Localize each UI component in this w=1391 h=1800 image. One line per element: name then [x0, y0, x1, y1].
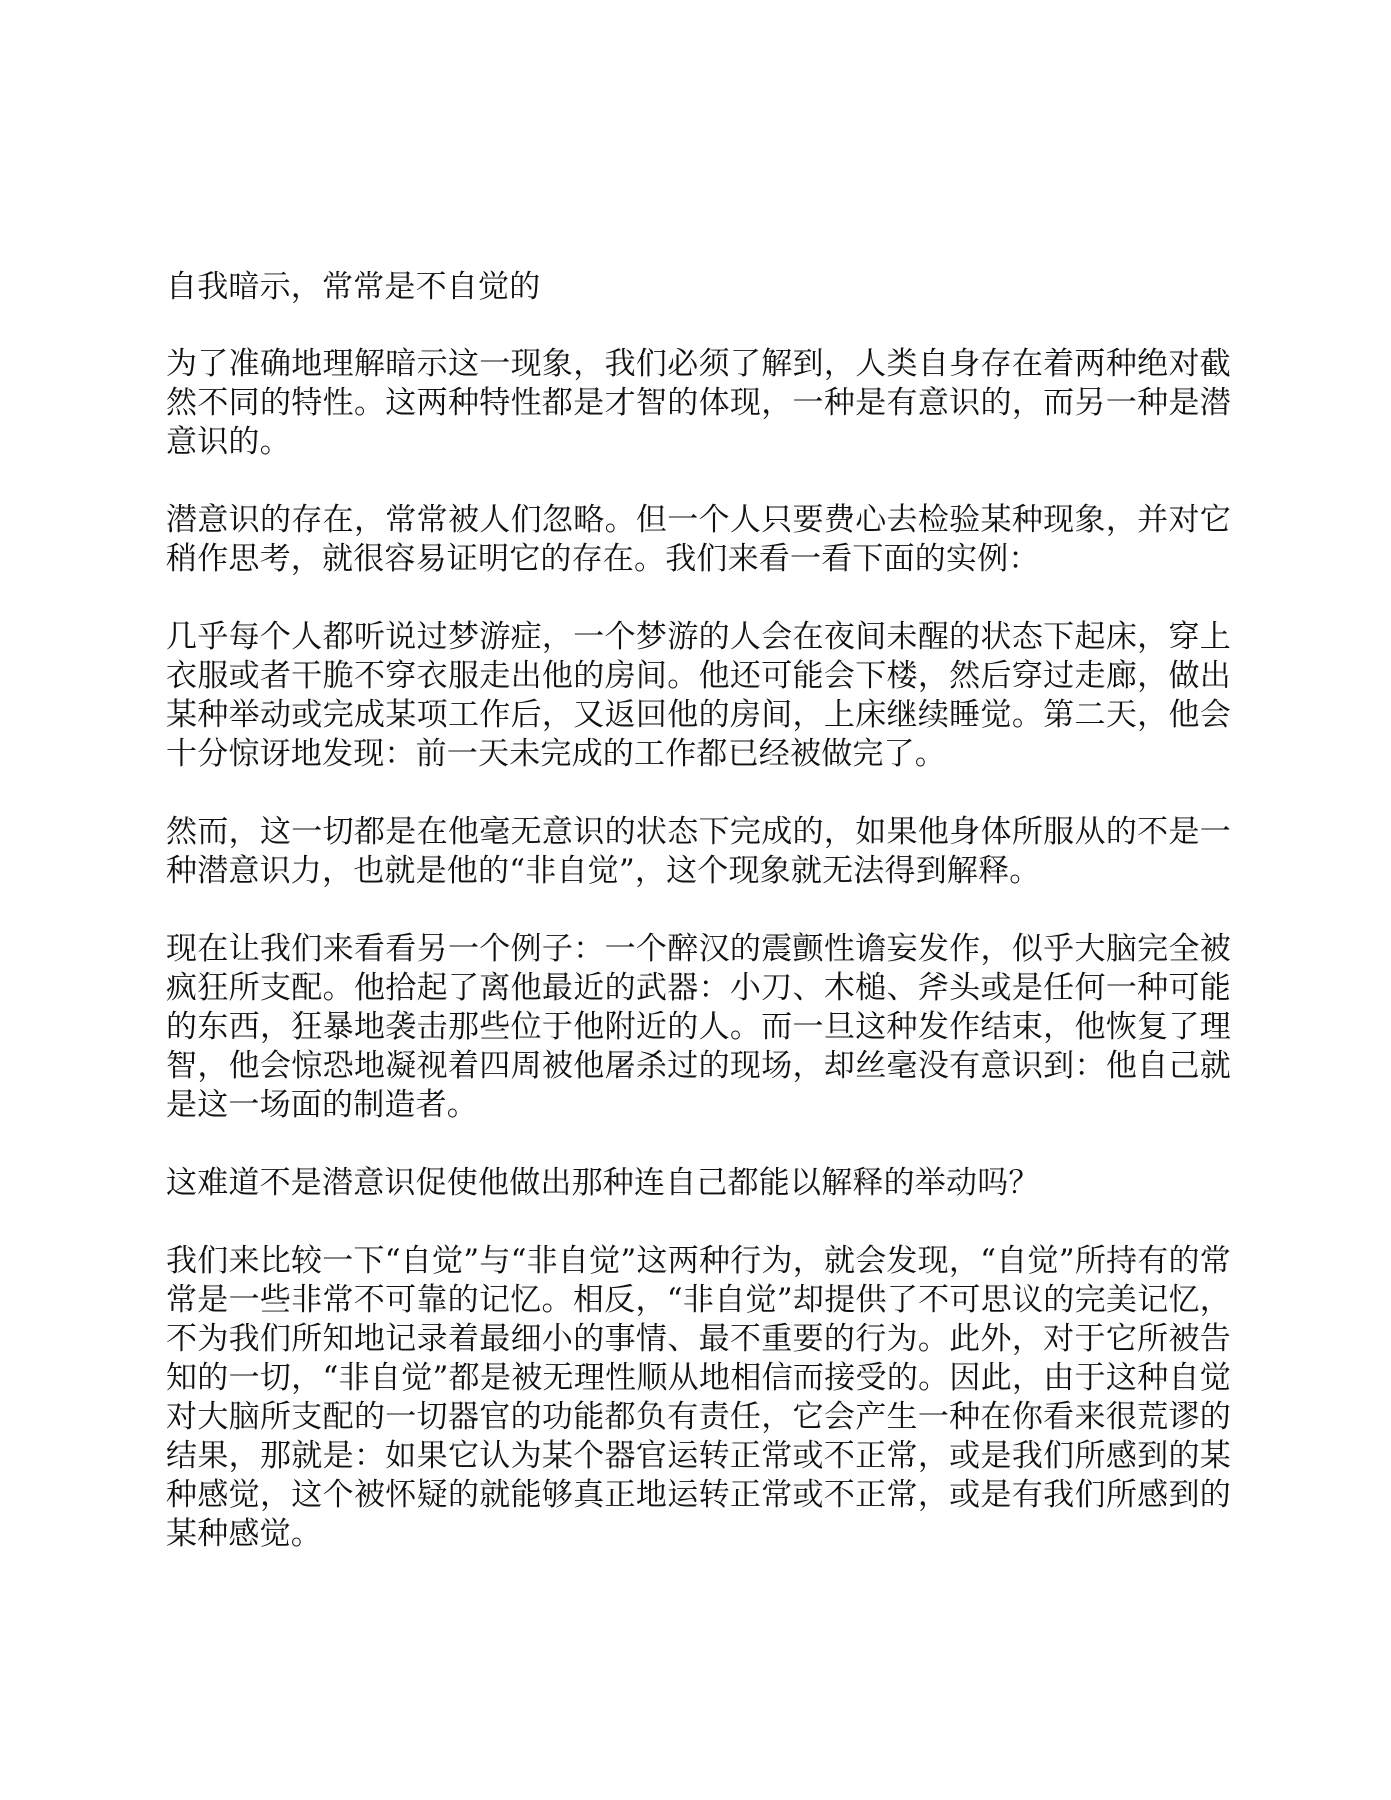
paragraph: 潜意识的存在，常常被人们忽略。但一个人只要费心去检验某种现象，并对它稍作思考，就很容易证明它的存在。我们来看一看下面的实例： — [166, 502, 1231, 577]
paragraph: 这难道不是潜意识促使他做出那种连自己都能以解释的举动吗？ — [166, 1165, 1040, 1201]
paragraph: 为了准确地理解暗示这一现象，我们必须了解到，人类自身存在着两种绝对截然不同的特性。这两种特性都是才智的体现，一种是有意识的，而另一种是潜意识的。 — [166, 346, 1231, 460]
paragraph: 几乎每个人都听说过梦游症，一个梦游的人会在夜间未醒的状态下起床，穿上衣服或者干脆不穿衣服走出他的房间。他还可能会下楼，然后穿过走廊，做出某种举动或完成某项工作后，又返回他的房间，上床继续睡觉。第二天，他会十分惊讶地发现：前一天未完成的工作都已经被做完了。 — [166, 619, 1231, 772]
section-heading: 自我暗示，常常是不自觉的 — [166, 269, 541, 305]
paragraph: 然而，这一切都是在他毫无意识的状态下完成的，如果他身体所服从的不是一种潜意识力，也就是他的“非自觉”，这个现象就无法得到解释。 — [166, 814, 1231, 889]
document-body — [166, 268, 1231, 1593]
paragraph: 我们来比较一下“自觉”与“非自觉”这两种行为，就会发现，“自觉”所持有的常常是一些非常不可靠的记忆。相反，“非自觉”却提供了不可思议的完美记忆，不为我们所知地记录着最细小的事情、最不重要的行为。此外，对于它所被告知的一切，“非自觉”都是被无理性顺从地相信而接受的。因此，由于这种自觉对大脑所支配的一切器官的功能都负有责任，它会产生一种在你看来很荒谬的结果，那就是：如果它认为某个器官运转正常或不正常，或是我们所感到的某种感觉，这个被怀疑的就能够真正地运转正常或不正常，或是有我们所感到的某种感觉。 — [166, 1243, 1231, 1552]
paragraph: 现在让我们来看看另一个例子：一个醉汉的震颤性谵妄发作，似乎大脑完全被疯狂所支配。他拾起了离他最近的武器：小刀、木槌、斧头或是任何一种可能的东西，狂暴地袭击那些位于他附近的人。而一旦这种发作结束，他恢复了理智，他会惊恐地凝视着四周被他屠杀过的现场，却丝毫没有意识到：他自己就是这一场面的制造者。 — [166, 931, 1231, 1123]
